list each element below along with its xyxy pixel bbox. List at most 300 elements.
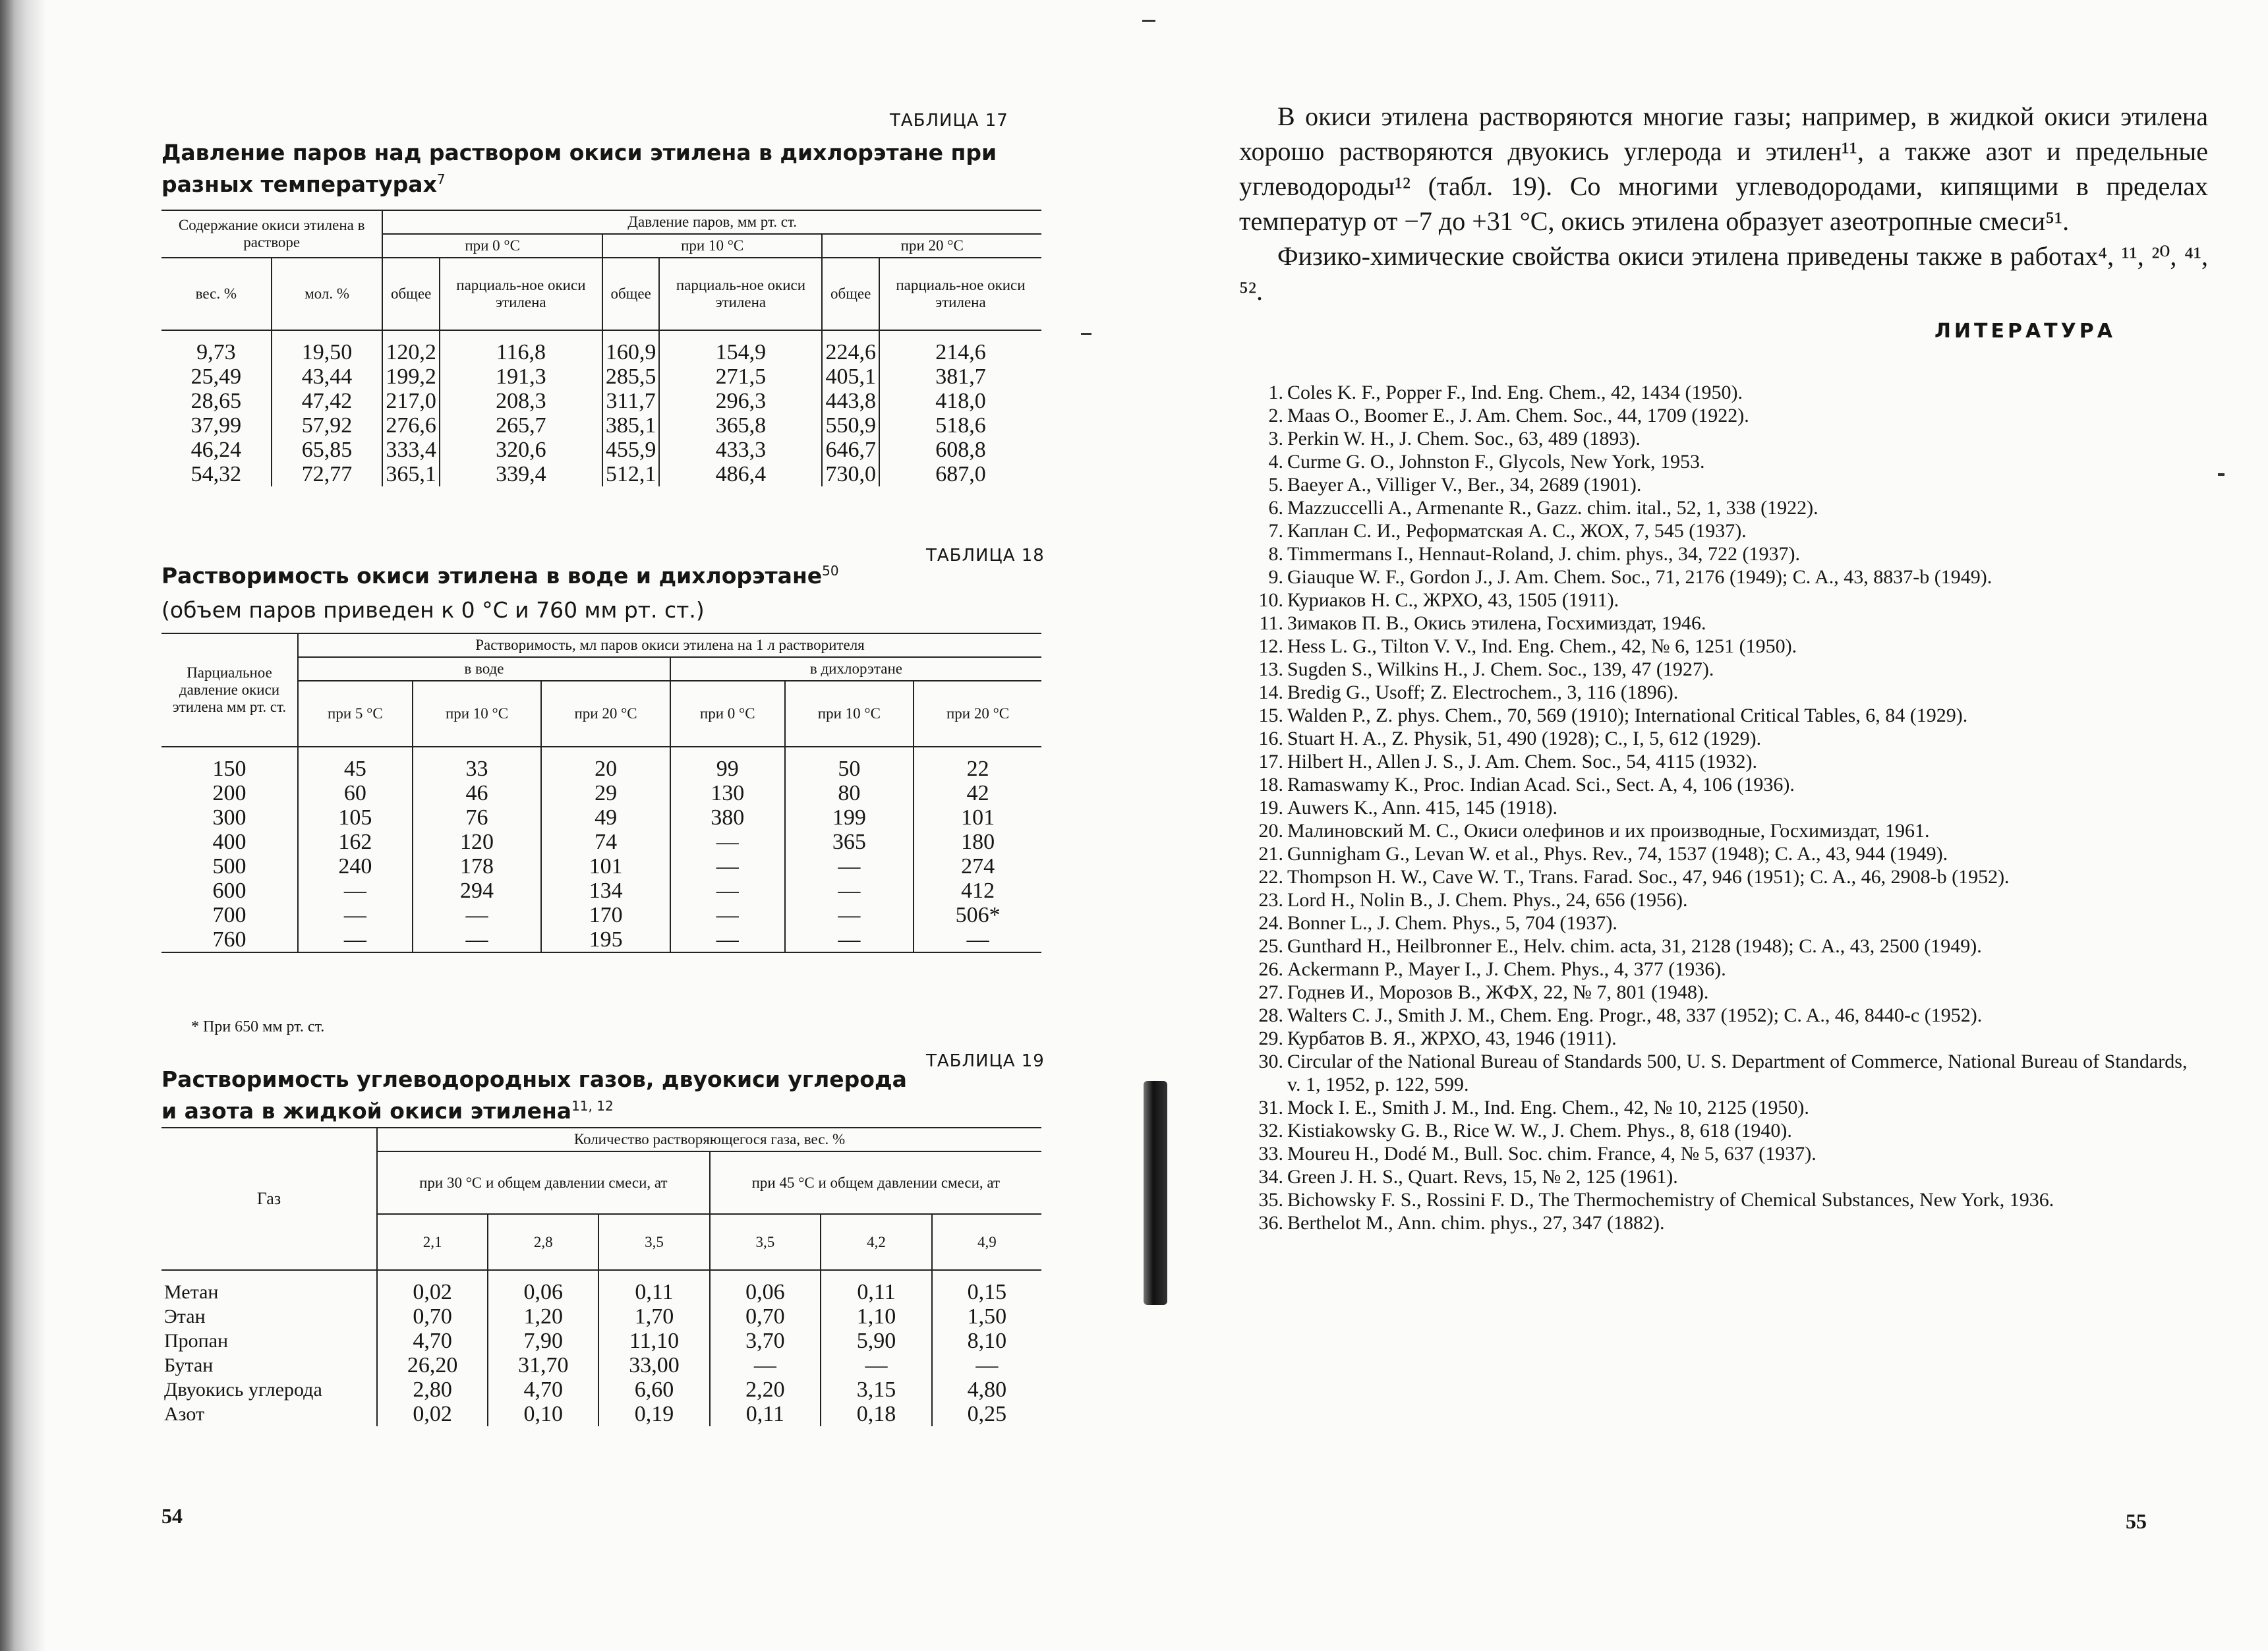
table-cell: 99	[670, 747, 785, 781]
reference-number: 15.	[1258, 705, 1283, 726]
table18-header-partial: Парциальное давление окиси этилена мм рт. ст.	[161, 633, 298, 747]
table-cell: 57,92	[272, 413, 383, 438]
table-cell: 217,0	[382, 389, 440, 413]
reference-text: Baeyer A., Villiger V., Ber., 34, 2689 (1901).	[1287, 474, 1642, 496]
table-cell: 385,1	[602, 413, 660, 438]
table-cell: 339,4	[440, 462, 602, 486]
reference-item	[1249, 1096, 2205, 1119]
table18-footnote: * При 650 мм рт. ст.	[191, 1018, 325, 1035]
table18	[161, 633, 1041, 953]
table-cell: 46,24	[190, 438, 242, 462]
table-row	[161, 805, 1041, 830]
table19-pressure: 4,2	[821, 1214, 932, 1270]
paragraph-2: Физико-химические свойства окиси этилена приведены также в работах⁴, ¹¹, ²⁰, ⁴¹, ⁵².	[1239, 241, 2208, 306]
table18-temp: при 10 °С	[785, 681, 914, 747]
table19-group-45: при 45 °С и общем давлении смеси, ат	[710, 1151, 1041, 1214]
reference-text: Зимаков П. В., Окись этилена, Госхимиздат, 1946.	[1287, 612, 1706, 634]
reference-item	[1249, 589, 2205, 612]
table-cell: 0,19	[598, 1402, 709, 1426]
table-cell: Метан	[164, 1281, 219, 1303]
reference-number: 4.	[1268, 451, 1283, 473]
table-cell: —	[298, 903, 413, 927]
reference-number: 13.	[1258, 658, 1283, 680]
scan-mark	[1081, 333, 1091, 335]
table-cell: 518,6	[879, 413, 1041, 438]
paragraph-1: В окиси этилена растворяются многие газы; например, в жидкой окиси этилена хорошо растворяются двуокись углерода и этилен¹¹, а также азот и предельные углеводороды¹² (табл. 19). Со многими углеводородами, кипящими в пределах температур от −7 до +31 °С, окись этилена образует азеотропные смеси⁵¹.	[1239, 101, 2208, 236]
table-cell: 0,11	[710, 1402, 821, 1426]
table-cell: 418,0	[879, 389, 1041, 413]
reference-text: Годнев И., Морозов В., ЖФХ, 22, № 7, 801 (1948).	[1287, 981, 1709, 1003]
table-cell: 512,1	[602, 462, 660, 486]
table-cell: 405,1	[822, 364, 879, 389]
table-cell: 224,6	[822, 330, 879, 364]
table-cell: 45	[298, 747, 413, 781]
table-cell: 200	[212, 781, 247, 805]
table-cell: 276,6	[382, 413, 440, 438]
table18-temp: при 20 °С	[914, 681, 1041, 747]
table-cell: Азот	[164, 1403, 205, 1425]
table-cell: —	[914, 927, 1041, 952]
table-cell: —	[298, 879, 413, 903]
table-cell: Пропан	[164, 1330, 229, 1352]
table17-sub-partial: парциаль-ное окиси этилена	[879, 258, 1041, 330]
table-cell: 180	[914, 830, 1041, 854]
table-cell: 455,9	[602, 438, 660, 462]
table19-header-gas: Газ	[161, 1128, 377, 1270]
table17-temp-20: при 20 °С	[822, 234, 1041, 258]
table-row	[161, 781, 1041, 805]
reference-number: 11.	[1259, 612, 1283, 634]
table-row	[161, 927, 1041, 952]
table-cell: 22	[914, 747, 1041, 781]
reference-item	[1249, 842, 2205, 865]
table-cell: 5,90	[821, 1329, 932, 1353]
table-cell: 9,73	[196, 340, 236, 364]
reference-item	[1249, 612, 2205, 635]
table-cell: 7,90	[488, 1329, 598, 1353]
table-row	[161, 1377, 1041, 1402]
table-cell: 687,0	[879, 462, 1041, 486]
table-cell: —	[670, 854, 785, 879]
table17-header-pressure: Давление паров, мм рт. ст.	[382, 210, 1041, 234]
table-cell: 76	[413, 805, 542, 830]
reference-text: Bichowsky F. S., Rossini F. D., The Thermochemistry of Chemical Substances, New York, 1936.	[1287, 1189, 2054, 1211]
reference-number: 30.	[1258, 1051, 1283, 1072]
table-cell: 162	[298, 830, 413, 854]
table-cell: —	[670, 927, 785, 952]
table-cell: 300	[212, 805, 247, 830]
table-row	[161, 854, 1041, 879]
table-row	[161, 1353, 1041, 1377]
table-cell: 46	[413, 781, 542, 805]
reference-item	[1249, 981, 2205, 1004]
table-cell: 199,2	[382, 364, 440, 389]
table-row	[161, 1402, 1041, 1426]
table17-sub-partial: парциаль-ное окиси этилена	[440, 258, 602, 330]
table-cell: 214,6	[879, 330, 1041, 364]
reference-number: 7.	[1268, 520, 1283, 542]
reference-number: 5.	[1268, 474, 1283, 496]
table-cell: —	[785, 854, 914, 879]
table-cell: 26,20	[377, 1353, 488, 1377]
table17-sub-mol: мол. %	[272, 258, 383, 330]
table-row	[161, 903, 1041, 927]
table-cell: 333,4	[382, 438, 440, 462]
table-cell: 3,15	[821, 1377, 932, 1402]
body-text	[1239, 99, 2208, 308]
table-cell: 0,70	[377, 1304, 488, 1329]
table-cell: 80	[785, 781, 914, 805]
table-cell: Этан	[164, 1306, 206, 1327]
table-cell: —	[821, 1353, 932, 1377]
table-cell: 4,80	[932, 1377, 1041, 1402]
table-cell: 25,49	[190, 364, 242, 389]
table17-label: ТАБЛИЦА 17	[890, 111, 1008, 130]
reference-number: 32.	[1258, 1120, 1283, 1142]
reference-number: 24.	[1258, 912, 1283, 934]
table-cell: —	[670, 830, 785, 854]
reference-text: Walters C. J., Smith J. M., Chem. Eng. Progr., 48, 337 (1952); C. A., 46, 8440-c (1952).	[1287, 1004, 1983, 1026]
reference-item	[1249, 635, 2205, 658]
reference-text: Ackermann P., Mayer I., J. Chem. Phys., 4, 377 (1936).	[1287, 958, 1726, 980]
table-row	[161, 1270, 1041, 1304]
table-row	[161, 462, 1041, 486]
table-cell: 74	[541, 830, 670, 854]
reference-text: Giauque W. F., Gordon J., J. Am. Chem. Soc., 71, 2176 (1949); C. A., 43, 8837-b (1949).	[1287, 566, 1992, 588]
page-number-left: 54	[161, 1504, 183, 1528]
table-cell: 365,1	[382, 462, 440, 486]
reference-text: Berthelot M., Ann. chim. phys., 27, 347 (1882).	[1287, 1212, 1665, 1234]
table-cell: Двуокись углерода	[164, 1379, 322, 1401]
table-cell: —	[785, 903, 914, 927]
reference-item	[1249, 773, 2205, 796]
table-cell: 4,70	[488, 1377, 598, 1402]
table19	[161, 1127, 1041, 1426]
table-cell: 433,3	[659, 438, 822, 462]
table-cell: 33,00	[598, 1353, 709, 1377]
table-cell: 2,20	[710, 1377, 821, 1402]
reference-item	[1249, 381, 2205, 404]
table-cell: 29	[541, 781, 670, 805]
reference-item	[1249, 1050, 2205, 1096]
table-row	[161, 1304, 1041, 1329]
table-cell: —	[413, 927, 542, 952]
reference-number: 6.	[1268, 497, 1283, 519]
reference-item	[1249, 1211, 2205, 1234]
table-cell: 0,15	[932, 1270, 1041, 1304]
table-cell: 208,3	[440, 389, 602, 413]
reference-number: 27.	[1258, 981, 1283, 1003]
table19-body	[161, 1270, 1041, 1426]
reference-item	[1249, 519, 2205, 542]
reference-number: 18.	[1258, 774, 1283, 796]
table-row	[161, 438, 1041, 462]
table-cell: 54,32	[190, 462, 242, 486]
reference-item	[1249, 1142, 2205, 1165]
reference-number: 22.	[1258, 866, 1283, 888]
table-cell: 65,85	[272, 438, 383, 462]
table-cell: 170	[541, 903, 670, 927]
reference-text: Thompson H. W., Cave W. T., Trans. Farad. Soc., 47, 946 (1951); C. A., 46, 2908-b (1952).	[1287, 866, 2010, 888]
table-cell: 20	[541, 747, 670, 781]
reference-item	[1249, 681, 2205, 704]
table-cell: 150	[212, 757, 247, 781]
reference-item	[1249, 1188, 2205, 1211]
reference-item	[1249, 704, 2205, 727]
table-cell: 380	[670, 805, 785, 830]
table-cell: 0,11	[598, 1270, 709, 1304]
reference-text: Moureu H., Dodé M., Bull. Soc. chim. France, 4, № 5, 637 (1937).	[1287, 1143, 1817, 1165]
table-cell: 160,9	[602, 330, 660, 364]
reference-number: 36.	[1258, 1212, 1283, 1234]
table-cell: 47,42	[272, 389, 383, 413]
table18-body	[161, 747, 1041, 952]
table-cell: 506*	[914, 903, 1041, 927]
table17-temp-10: при 10 °С	[602, 234, 823, 258]
table-cell: Бутан	[164, 1354, 214, 1376]
table17-sub-wt: вес. %	[195, 285, 237, 302]
table-cell: 72,77	[272, 462, 383, 486]
reference-item	[1249, 750, 2205, 773]
table-cell: 2,80	[377, 1377, 488, 1402]
table17-sub-total: общее	[382, 258, 440, 330]
reference-number: 14.	[1258, 681, 1283, 703]
table17-sub-total: общее	[822, 258, 879, 330]
table-cell: 19,50	[272, 330, 383, 364]
table-cell: 37,99	[190, 413, 242, 438]
reference-number: 34.	[1258, 1166, 1283, 1188]
table19-label: ТАБЛИЦА 19	[926, 1051, 1045, 1071]
reference-number: 33.	[1258, 1143, 1283, 1165]
reference-number: 10.	[1258, 589, 1283, 611]
reference-number: 26.	[1258, 958, 1283, 980]
reference-text: Gunthard H., Heilbronner E., Helv. chim. acta, 31, 2128 (1948); C. A., 43, 2500 (1949).	[1287, 935, 1982, 957]
table-cell: 1,20	[488, 1304, 598, 1329]
table-cell: 400	[212, 830, 247, 854]
table19-title: Растворимость углеводородных газов, двуокиси углерода и азота в жидкой окиси этилена$^{11, 12}$	[161, 1066, 907, 1124]
table-cell: 311,7	[602, 389, 660, 413]
table17	[161, 210, 1041, 486]
table-cell: 760	[161, 927, 298, 952]
table19-pressure: 3,5	[598, 1214, 709, 1270]
table-cell: 320,6	[440, 438, 602, 462]
table-cell: 608,8	[879, 438, 1041, 462]
reference-text: Gunnigham G., Levan W. et al., Phys. Rev., 74, 1537 (1948); C. A., 43, 944 (1949).	[1287, 843, 1948, 865]
table-cell: 191,3	[440, 364, 602, 389]
table-cell: —	[298, 927, 413, 952]
table-cell: 296,3	[659, 389, 822, 413]
table-cell: 199	[785, 805, 914, 830]
table-cell: 550,9	[822, 413, 879, 438]
table-cell: 105	[298, 805, 413, 830]
page-number-right: 55	[2126, 1509, 2147, 1533]
reference-text: Каплан С. И., Реформатская А. С., ЖОХ, 7, 545 (1937).	[1287, 520, 1747, 542]
table18-temp: при 10 °С	[413, 681, 542, 747]
table-cell: 274	[914, 854, 1041, 879]
table-cell: 500	[212, 854, 247, 879]
reference-text: Circular of the National Bureau of Standards 500, U. S. Department of Commerce, National Bureau of Standards, v. 1, 1952, p. 122, 599.	[1287, 1051, 2188, 1095]
table17-header-content: Содержание окиси этилена в растворе	[161, 210, 382, 258]
reference-text: Maas O., Boomer E., J. Am. Chem. Soc., 44, 1709 (1922).	[1287, 405, 1749, 426]
reference-number: 1.	[1268, 382, 1283, 403]
reference-item	[1249, 404, 2205, 427]
table-cell: 294	[413, 879, 542, 903]
reference-item	[1249, 1165, 2205, 1188]
table-row	[161, 389, 1041, 413]
table-cell: 0,10	[488, 1402, 598, 1426]
table-row	[161, 830, 1041, 854]
reference-text: Hess L. G., Tilton V. V., Ind. Eng. Chem., 42, № 6, 1251 (1950).	[1287, 635, 1797, 657]
reference-item	[1249, 796, 2205, 819]
reference-number: 25.	[1258, 935, 1283, 957]
reference-number: 9.	[1268, 566, 1283, 588]
table-cell: 0,06	[710, 1270, 821, 1304]
reference-number: 20.	[1258, 820, 1283, 842]
book-binding-shadow	[0, 0, 46, 1651]
table-cell: —	[670, 879, 785, 903]
table18-header-solubility: Растворимость, мл паров окиси этилена на 1 л растворителя	[298, 633, 1041, 657]
reference-item	[1249, 727, 2205, 750]
table19-pressure: 2,1	[377, 1214, 488, 1270]
table-cell: 154,9	[659, 330, 822, 364]
reference-text: Lord H., Nolin B., J. Chem. Phys., 24, 656 (1956).	[1287, 889, 1688, 911]
reference-item	[1249, 819, 2205, 842]
table17-temp-0: при 0 °С	[382, 234, 602, 258]
reference-text: Mazzuccelli A., Armenante R., Gazz. chim. ital., 52, 1, 338 (1922).	[1287, 497, 1818, 519]
reference-text: Walden P., Z. phys. Chem., 70, 569 (1910); International Critical Tables, 6, 84 (1929).	[1287, 705, 1968, 726]
table-cell: 116,8	[440, 330, 602, 364]
reference-number: 8.	[1268, 543, 1283, 565]
reference-item	[1249, 658, 2205, 681]
table-row	[161, 330, 1041, 364]
table-cell: 0,02	[377, 1270, 488, 1304]
table-cell: 700	[212, 903, 247, 927]
table-cell: 365	[785, 830, 914, 854]
reference-number: 35.	[1258, 1189, 1283, 1211]
reference-number: 19.	[1258, 797, 1283, 819]
table18-group-dce: в дихлорэтане	[670, 657, 1041, 681]
table-cell: 130	[670, 781, 785, 805]
table-cell: 101	[541, 854, 670, 879]
reference-text: Green J. H. S., Quart. Revs, 15, № 2, 125 (1961).	[1287, 1166, 1678, 1188]
references-list	[1249, 381, 2205, 1234]
reference-text: Perkin W. H., J. Chem. Soc., 63, 489 (1893).	[1287, 428, 1641, 449]
table-cell: 4,70	[377, 1329, 488, 1353]
reference-item	[1249, 865, 2205, 888]
table-cell: 381,7	[879, 364, 1041, 389]
table-cell: 600	[212, 879, 247, 903]
references-title: ЛИТЕРАТУРА	[1934, 320, 2116, 343]
reference-item	[1249, 542, 2205, 565]
table19-pressure: 4,9	[932, 1214, 1041, 1270]
table-cell: 31,70	[488, 1353, 598, 1377]
table-cell: 49	[541, 805, 670, 830]
table-cell: 42	[914, 781, 1041, 805]
reference-text: Bredig G., Usoff; Z. Electrochem., 3, 116 (1896).	[1287, 681, 1679, 703]
table19-group-30: при 30 °С и общем давлении смеси, ат	[377, 1151, 710, 1214]
reference-item	[1249, 935, 2205, 958]
table-row	[161, 1329, 1041, 1353]
table-cell: 60	[298, 781, 413, 805]
table-cell: 3,70	[710, 1329, 821, 1353]
table-cell: 443,8	[822, 389, 879, 413]
table-cell: 6,60	[598, 1377, 709, 1402]
table18-subtitle: (объем паров приведен к 0 °С и 760 мм рт. ст.)	[161, 597, 705, 623]
reference-number: 28.	[1258, 1004, 1283, 1026]
reference-text: Stuart H. A., Z. Physik, 51, 490 (1928); C., I, 5, 612 (1929).	[1287, 728, 1762, 749]
reference-number: 17.	[1258, 751, 1283, 772]
table-cell: —	[785, 879, 914, 903]
reference-number: 16.	[1258, 728, 1283, 749]
reference-item	[1249, 427, 2205, 450]
reference-item	[1249, 1119, 2205, 1142]
reference-number: 2.	[1268, 405, 1283, 426]
table-cell: 28,65	[190, 389, 242, 413]
table-cell: 178	[413, 854, 542, 879]
reference-item	[1249, 496, 2205, 519]
table-cell: 195	[541, 927, 670, 952]
table-cell: —	[932, 1353, 1041, 1377]
right-page	[1134, 0, 2268, 1651]
table-cell: 646,7	[822, 438, 879, 462]
table-row	[161, 413, 1041, 438]
left-page	[0, 0, 1120, 1651]
table-cell: 1,50	[932, 1304, 1041, 1329]
reference-item	[1249, 888, 2205, 912]
reference-text: Sugden S., Wilkins H., J. Chem. Soc., 139, 47 (1927).	[1287, 658, 1714, 680]
table-cell: 1,10	[821, 1304, 932, 1329]
reference-text: Bonner L., J. Chem. Phys., 5, 704 (1937).	[1287, 912, 1617, 934]
reference-text: Курбатов В. Я., ЖРХО, 43, 1946 (1911).	[1287, 1028, 1617, 1049]
table-cell: —	[670, 903, 785, 927]
table19-pressure: 3,5	[710, 1214, 821, 1270]
table-cell: 0,02	[377, 1402, 488, 1426]
table-cell: —	[710, 1353, 821, 1377]
table-cell: 0,06	[488, 1270, 598, 1304]
reference-text: Timmermans I., Hennaut-Roland, J. chim. phys., 34, 722 (1937).	[1287, 543, 1800, 565]
table-cell: 0,70	[710, 1304, 821, 1329]
table-cell: 120,2	[382, 330, 440, 364]
reference-number: 29.	[1258, 1028, 1283, 1049]
table-row	[161, 364, 1041, 389]
table-cell: 486,4	[659, 462, 822, 486]
reference-text: Kistiakowsky G. B., Rice W. W., J. Chem. Phys., 8, 618 (1940).	[1287, 1120, 1792, 1142]
table-cell: 101	[914, 805, 1041, 830]
reference-item	[1249, 450, 2205, 473]
reference-number: 3.	[1268, 428, 1283, 449]
table-cell: 0,25	[932, 1402, 1041, 1426]
reference-text: Mock I. E., Smith J. M., Ind. Eng. Chem., 42, № 10, 2125 (1950).	[1287, 1097, 1809, 1118]
table-cell: 134	[541, 879, 670, 903]
reference-item	[1249, 912, 2205, 935]
table-cell: 11,10	[598, 1329, 709, 1353]
table-cell: 265,7	[440, 413, 602, 438]
table18-label: ТАБЛИЦА 18	[926, 546, 1045, 565]
table18-temp: при 5 °С	[298, 681, 413, 747]
table17-sub-partial: парциаль-ное окиси этилена	[659, 258, 822, 330]
table17-body	[161, 330, 1041, 486]
table-cell: 365,8	[659, 413, 822, 438]
table-cell: 120	[413, 830, 542, 854]
reference-text: Ramaswamy K., Proc. Indian Acad. Sci., Sect. A, 4, 106 (1936).	[1287, 774, 1795, 796]
reference-number: 23.	[1258, 889, 1283, 911]
table19-header-amount: Количество растворяющегося газа, вес. %	[377, 1128, 1041, 1151]
table-cell: 43,44	[272, 364, 383, 389]
table18-temp: при 0 °С	[670, 681, 785, 747]
table-cell: 8,10	[932, 1329, 1041, 1353]
table-row	[161, 747, 1041, 781]
reference-item	[1249, 1027, 2205, 1050]
